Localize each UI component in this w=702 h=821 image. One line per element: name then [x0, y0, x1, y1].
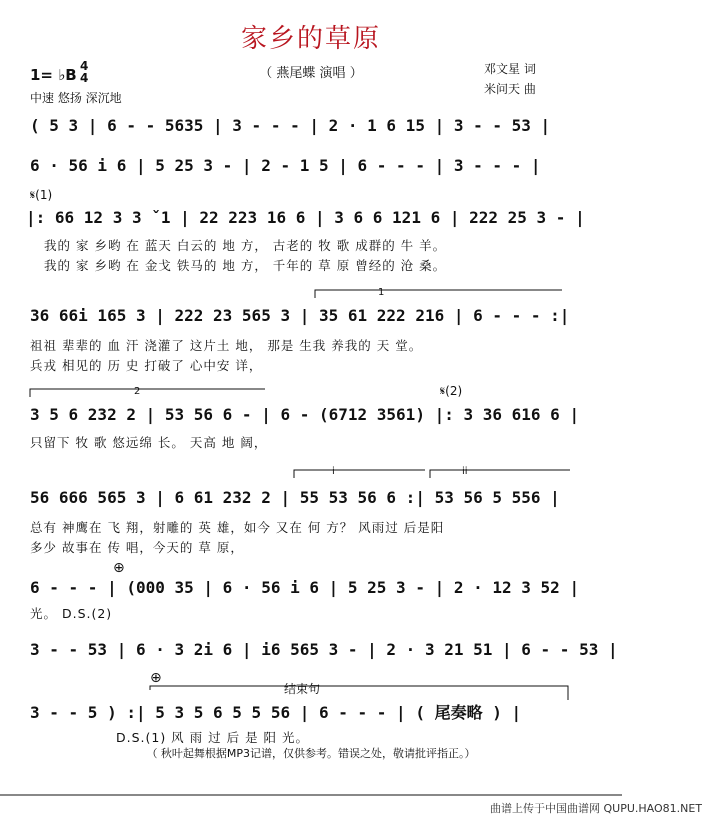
tempo-marking: 中速 悠扬 深沉地: [30, 91, 122, 105]
coda-sign-2: ⊕: [150, 670, 162, 686]
segno-mark-1: 𝄋(1): [30, 188, 53, 202]
lyric-line-6a: 总有 神鹰在 飞 翔，射雕的 英 雄，如今 又在 何 方？ 风雨过 后是阳: [30, 520, 445, 535]
volta-ii-label: ii: [462, 466, 468, 477]
score-line-1: ( 5 3 | 6 - - 5635 | 3 - - - | 2 · 1 6 15 | 3 - - 53 |: [30, 116, 551, 135]
score-line-4: 36 66i 165 3 | 222 23 565 3 | 35 61 222 216 | 6 - - - :|: [30, 306, 570, 325]
lyric-line-7a: 光。 D.S.(2): [30, 606, 113, 621]
volta-1-bracket: [315, 290, 562, 298]
lyric-line-3b: 我的 家 乡哟 在 金戈 铁马的 地 方， 千年的 草 原 曾经的 沧 桑。: [44, 258, 447, 273]
footnote: （ 秋叶起舞根据MP3记谱，仅供参考。错误之处，敬请批评指正。）: [146, 747, 476, 760]
lyric-line-3a: 我的 家 乡哟 在 蓝天 白云的 地 方， 古老的 牧 歌 成群的 牛 羊。: [44, 238, 447, 253]
ending-bracket: [150, 686, 568, 700]
score-line-3: |: 66 12 3 3 ˇ1 | 22 223 16 6 | 3 6 6 121 6 | 222 25 3 - |: [26, 208, 585, 227]
volta-i-label: i: [332, 466, 335, 477]
time-numerator: 4: [80, 59, 89, 73]
coda-sign-1: ⊕: [113, 560, 125, 576]
volta-i-bracket: [294, 470, 425, 478]
lyricist-credit: 邓文星 词: [484, 62, 536, 76]
score-line-8: 3 - - 53 | 6 · 3 2i 6 | i6 565 3 - | 2 · 3 21 51 | 6 - - 53 |: [30, 640, 618, 659]
lyric-line-9a: D.S.(1) 风 雨 过 后 是 阳 光。: [116, 730, 310, 745]
composer-credit: 米问天 曲: [484, 82, 536, 96]
segno-mark-2: 𝄋(2): [440, 384, 463, 398]
singer-credit: （ 燕尾蝶 演唱 ）: [259, 66, 363, 81]
lyric-line-5a: 只留下 牧 歌 悠远绵 长。 天高 地 阔，: [30, 435, 268, 450]
volta-1-label: 1: [378, 287, 385, 298]
score-line-5: 3 5 6 232 2 | 53 56 6 - | 6 - (6712 3561) |: 3 36 616 6 |: [30, 405, 580, 424]
key-signature: 1= ♭B: [30, 66, 77, 84]
site-watermark: 曲谱上传于中国曲谱网 QUPU.HAO81.NET: [490, 802, 702, 815]
score-line-6: 56 666 565 3 | 6 61 232 2 | 55 53 56 6 :| 53 56 5 556 |: [30, 488, 560, 507]
lyric-line-4b: 兵戎 相见的 历 史 打破了 心中安 详，: [30, 358, 263, 373]
volta-2-label: 2: [134, 386, 141, 397]
volta-ii-bracket: [430, 470, 570, 478]
score-line-7: 6 - - - | (000 35 | 6 · 56 i 6 | 5 25 3 - | 2 · 12 3 52 |: [30, 578, 580, 597]
time-denominator: 4: [80, 71, 89, 85]
volta-2-bracket: [30, 389, 265, 397]
score-line-2: 6 · 56 i 6 | 5 25 3 - | 2 - 1 5 | 6 - - - | 3 - - - |: [30, 156, 541, 175]
lyric-line-6b: 多少 故事在 传 唱，今天的 草 原，: [30, 540, 244, 555]
score-line-9: 3 - - 5 ) :| 5 3 5 6 5 5 56 | 6 - - - | ( 尾奏略 ) |: [30, 703, 522, 722]
lyric-line-4a: 祖祖 辈辈的 血 汗 浇灌了 这片土 地， 那是 生我 养我的 天 堂。: [30, 338, 423, 353]
song-title: 家乡的草原: [240, 24, 381, 54]
ending-label: 结束句: [284, 682, 321, 696]
